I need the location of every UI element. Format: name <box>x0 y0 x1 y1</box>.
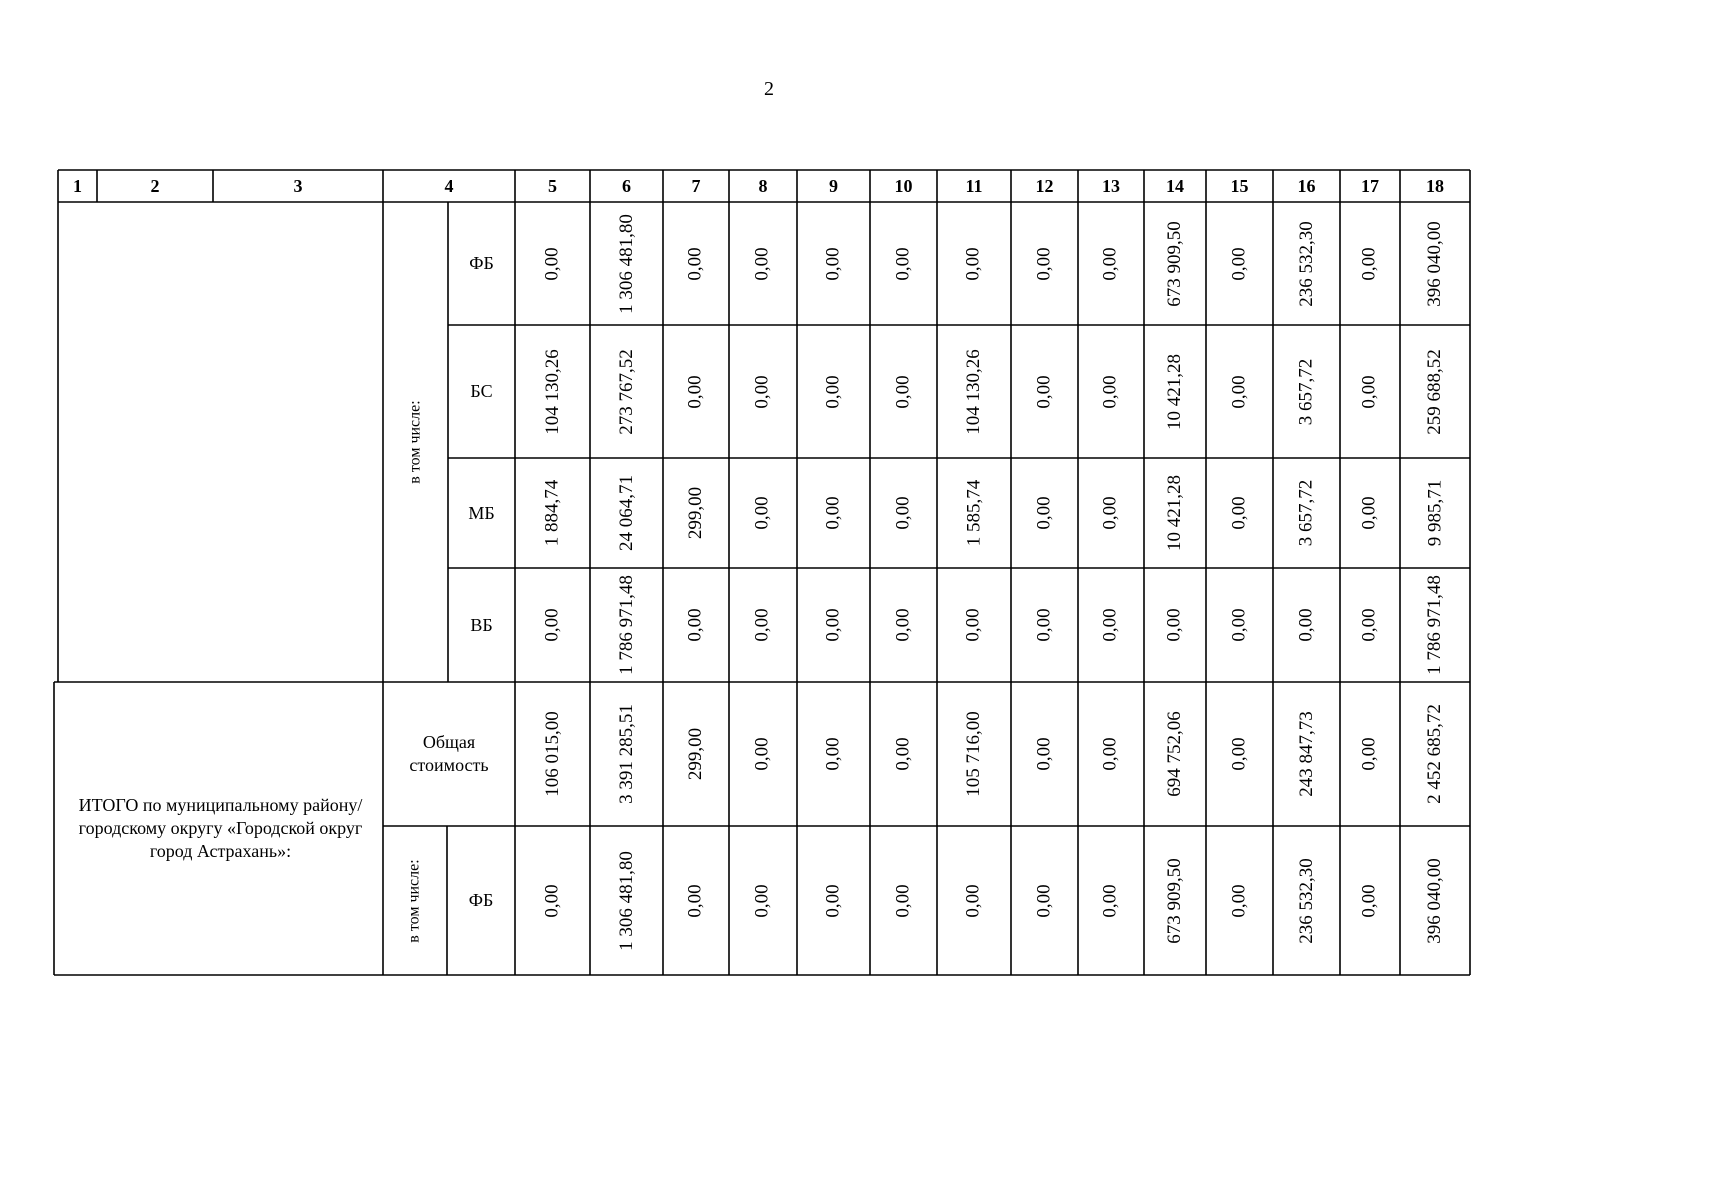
row-bs-col-5-value: 104 130,26 <box>541 348 563 435</box>
row-mb-col-14-value: 10 421,28 <box>1164 475 1185 551</box>
row-total-col-15-value: 0,00 <box>1228 737 1250 771</box>
col-header-11: 11 <box>965 175 983 196</box>
row-vb-col-14-value: 0,00 <box>1164 608 1185 642</box>
col-header-9: 9 <box>829 175 838 196</box>
col-header-14: 14 <box>1166 175 1184 196</box>
col-header-16: 16 <box>1297 175 1316 196</box>
row-total-fb-col-16-value: 236 532,30 <box>1295 857 1317 944</box>
row-mb-col-11-value: 1 585,74 <box>963 479 984 547</box>
row-fb-col-8-value: 0,00 <box>752 246 773 281</box>
row-total-fb-col-6-value: 1 306 481,80 <box>615 850 637 951</box>
row-total-col-16-value: 243 847,73 <box>1295 711 1317 797</box>
col-header-18: 18 <box>1426 175 1444 196</box>
row-fb-col-14-value: 673 909,50 <box>1164 220 1185 307</box>
row-bs-col-15-value: 0,00 <box>1228 374 1250 409</box>
row-fb-col-9-value: 0,00 <box>822 246 844 281</box>
row-vb-col-11-value: 0,00 <box>963 608 984 642</box>
row-bs-col-11-value: 104 130,26 <box>963 348 984 435</box>
row-total-fb-col-5-value: 0,00 <box>541 883 563 918</box>
row-bs-col-8-value: 0,00 <box>752 374 773 409</box>
row-bs-col-12-value: 0,00 <box>1033 374 1055 409</box>
row-total-col-5-value: 106 015,00 <box>541 711 563 797</box>
col-header-10: 10 <box>894 175 913 196</box>
col-header-12: 12 <box>1035 175 1054 196</box>
row-fb-col-16-value: 236 532,30 <box>1295 220 1317 307</box>
row-mb-col-18-value: 9 985,71 <box>1424 479 1445 547</box>
row-total-col-6-value: 3 391 285,51 <box>615 704 637 804</box>
col-header-13: 13 <box>1102 175 1120 196</box>
row-total-fb-col-12-value: 0,00 <box>1033 883 1055 918</box>
row-total-col-10-value: 0,00 <box>892 737 914 771</box>
row-total-fb-col-13-value: 0,00 <box>1100 883 1121 918</box>
row-total-col-9-value: 0,00 <box>822 737 844 771</box>
fund-label-fb-total: ФБ <box>468 890 494 910</box>
col-header-2: 2 <box>150 175 160 196</box>
row-vb-col-7-value: 0,00 <box>685 608 706 642</box>
row-vb-col-16-value: 0,00 <box>1295 608 1317 642</box>
row-bs-col-16-value: 3 657,72 <box>1295 358 1317 425</box>
row-total-fb-col-17-value: 0,00 <box>1359 883 1380 918</box>
col-header-4: 4 <box>444 175 454 196</box>
col-header-1: 1 <box>73 175 82 196</box>
row-fb-col-11-value: 0,00 <box>963 246 984 281</box>
row-vb-col-6-value: 1 786 971,48 <box>615 575 637 675</box>
row-bs-col-18-value: 259 688,52 <box>1424 348 1445 435</box>
fund-label-vb: ВБ <box>470 614 493 635</box>
row-total-fb-col-9-value: 0,00 <box>822 883 844 918</box>
row-mb-col-9-value: 0,00 <box>822 496 844 530</box>
row-vb-col-17-value: 0,00 <box>1359 608 1380 642</box>
row-mb-col-16-value: 3 657,72 <box>1295 479 1317 547</box>
row-bs-col-6-value: 273 767,52 <box>615 348 637 435</box>
col-header-15: 15 <box>1230 175 1249 196</box>
col-header-6: 6 <box>622 175 631 196</box>
row-mb-col-15-value: 0,00 <box>1228 496 1250 530</box>
col-header-8: 8 <box>758 175 768 196</box>
row-mb-col-13-value: 0,00 <box>1100 496 1121 530</box>
row-total-col-17-value: 0,00 <box>1359 737 1380 771</box>
row-mb-col-6-value: 24 064,71 <box>615 475 637 551</box>
row-mb-col-12-value: 0,00 <box>1033 496 1055 530</box>
row-vb-col-10-value: 0,00 <box>892 608 914 642</box>
row-total-fb-col-18-value: 396 040,00 <box>1424 857 1445 944</box>
row-fb-col-6-value: 1 306 481,80 <box>615 213 637 314</box>
row-total-col-11-value: 105 716,00 <box>963 711 984 797</box>
fund-label-fb: ФБ <box>469 253 494 273</box>
row-vb-col-8-value: 0,00 <box>752 608 773 642</box>
row-total-col-12-value: 0,00 <box>1033 737 1055 771</box>
row-mb-col-17-value: 0,00 <box>1359 496 1380 530</box>
total-title: ИТОГО по муниципальному району/ городскому округу «Городской округ город Астрахань»: <box>78 795 363 861</box>
row-fb-col-13-value: 0,00 <box>1100 246 1121 281</box>
including-label-bottom: в том числе: <box>406 858 423 943</box>
col-header-5: 5 <box>548 175 557 196</box>
row-total-fb-col-11-value: 0,00 <box>963 883 984 918</box>
fund-label-mb: МБ <box>468 502 495 523</box>
row-total-fb-col-15-value: 0,00 <box>1228 883 1250 918</box>
row-bs-col-14-value: 10 421,28 <box>1164 353 1185 430</box>
row-vb-col-18-value: 1 786 971,48 <box>1424 575 1445 675</box>
row-total-col-18-value: 2 452 685,72 <box>1424 704 1445 804</box>
row-vb-col-13-value: 0,00 <box>1100 608 1121 642</box>
row-bs-col-13-value: 0,00 <box>1100 374 1121 409</box>
row-bs-col-9-value: 0,00 <box>822 374 844 409</box>
row-total-col-8-value: 0,00 <box>752 737 773 771</box>
fund-label-bs: БС <box>470 381 493 401</box>
including-label-top: в том числе: <box>406 400 424 484</box>
col-header-3: 3 <box>293 175 303 196</box>
row-total-col-7-value: 299,00 <box>685 727 706 781</box>
row-fb-col-10-value: 0,00 <box>892 246 914 281</box>
row-mb-col-5-value: 1 884,74 <box>541 479 563 547</box>
row-fb-col-5-value: 0,00 <box>541 246 563 281</box>
row-total-col-14-value: 694 752,06 <box>1164 711 1185 797</box>
row-fb-col-18-value: 396 040,00 <box>1424 220 1445 307</box>
col-header-7: 7 <box>691 175 701 196</box>
row-fb-col-12-value: 0,00 <box>1033 246 1055 281</box>
row-total-fb-col-8-value: 0,00 <box>752 883 773 918</box>
row-total-fb-col-14-value: 673 909,50 <box>1164 857 1185 944</box>
row-mb-col-8-value: 0,00 <box>752 496 773 530</box>
row-bs-col-10-value: 0,00 <box>892 374 914 409</box>
row-mb-col-10-value: 0,00 <box>892 496 914 530</box>
page-number: 2 <box>764 78 774 100</box>
row-vb-col-12-value: 0,00 <box>1033 608 1055 642</box>
row-mb-col-7-value: 299,00 <box>685 486 706 540</box>
row-vb-col-9-value: 0,00 <box>822 608 844 642</box>
row-bs-col-17-value: 0,00 <box>1359 374 1380 409</box>
row-vb-col-5-value: 0,00 <box>541 608 563 642</box>
row-total-fb-col-7-value: 0,00 <box>685 883 706 918</box>
total-cost-label: Общая стоимость <box>409 732 489 775</box>
row-total-fb-col-10-value: 0,00 <box>892 883 914 918</box>
col-header-17: 17 <box>1361 175 1379 196</box>
row-vb-col-15-value: 0,00 <box>1228 608 1250 642</box>
row-total-col-13-value: 0,00 <box>1100 737 1121 771</box>
row-fb-col-17-value: 0,00 <box>1359 246 1380 281</box>
row-fb-col-15-value: 0,00 <box>1228 246 1250 281</box>
row-fb-col-7-value: 0,00 <box>685 246 706 281</box>
row-bs-col-7-value: 0,00 <box>685 374 706 409</box>
